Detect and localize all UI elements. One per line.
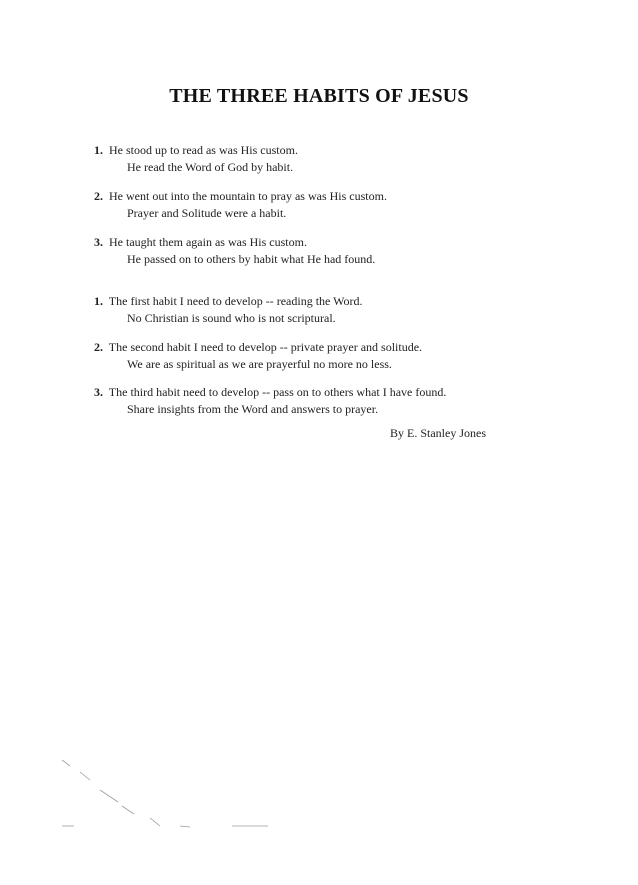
habit-item-2-number: 2. xyxy=(94,340,103,354)
habit-item-1-text: The first habit I need to develop -- reading the Word. xyxy=(108,294,363,308)
custom-item-3-line2: He passed on to others by habit what He had found. xyxy=(127,252,376,266)
custom-item-2-number: 2. xyxy=(94,189,103,203)
custom-item-1-text: He stood up to read as was His custom. xyxy=(109,143,298,157)
habit-item-2-text: The second habit I need to develop -- private prayer and solitude. xyxy=(108,340,423,354)
custom-item-2-line2: Prayer and Solitude were a habit. xyxy=(127,206,287,220)
custom-item-3-text: He taught them again as was His custom. xyxy=(109,235,307,249)
custom-item-1-number: 1. xyxy=(94,143,103,157)
habit-item-3-line2: Share insights from the Word and answers to prayer. xyxy=(127,402,379,416)
habit-item-2-line2: We are as spiritual as we are prayerful no more no less. xyxy=(127,357,392,371)
custom-item-1-line2: He read the Word of God by habit. xyxy=(127,160,294,174)
habit-item-3-number: 3. xyxy=(94,385,103,399)
author-byline: By E. Stanley Jones xyxy=(390,426,486,440)
habit-item-1-number: 1. xyxy=(94,294,103,308)
custom-item-2-text: He went out into the mountain to pray as was His custom. xyxy=(109,189,387,203)
habit-item-3-text: The third habit need to develop -- pass on to others what I have found. xyxy=(108,385,447,399)
habit-item-1-line2: No Christian is sound who is not scriptural. xyxy=(127,311,336,325)
document-title: THE THREE HABITS OF JESUS xyxy=(169,85,469,107)
custom-item-3-number: 3. xyxy=(94,235,103,249)
